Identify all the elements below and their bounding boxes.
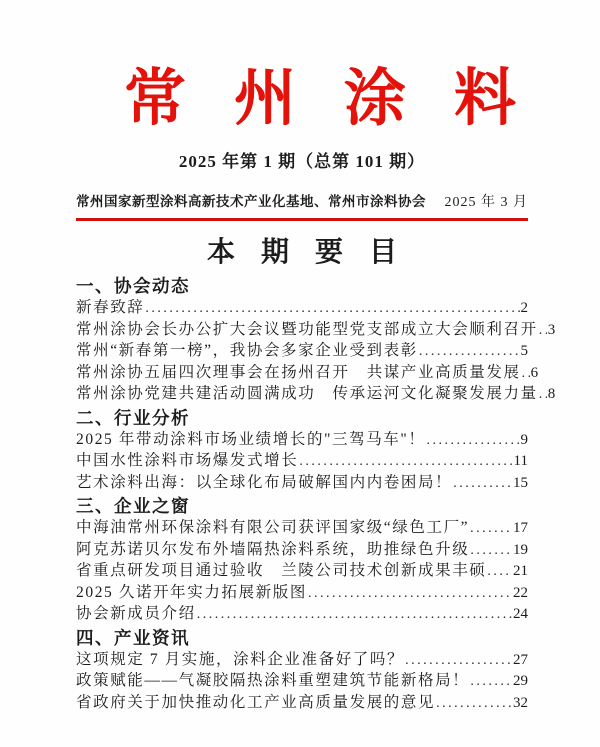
dot-leader [522, 363, 530, 385]
toc-entry [76, 693, 528, 715]
toc-section-heading: 四、产业资讯 [76, 627, 190, 648]
dot-leader [299, 451, 512, 473]
toc-section-heading: 一、协会动态 [76, 276, 190, 297]
dot-leader [539, 384, 547, 406]
toc-section-heading: 二、行业分析 [76, 407, 190, 428]
toc-entry-title: 中国水性涂料市场爆发式增长 [76, 452, 299, 470]
toc-entry-title: 常州涂协会长办公扩大会议暨功能型党支部成立大会顺利召开 [76, 320, 538, 338]
toc-entry-page: 6 [530, 364, 539, 381]
toc-entry-page: 27 [513, 651, 528, 668]
toc-entry [76, 298, 528, 320]
toc-entry-page: 19 [513, 541, 528, 558]
toc-entry [76, 540, 528, 562]
toc-entry-page: 11 [513, 453, 528, 470]
toc-entry [76, 650, 528, 672]
toc-entry-title: 政策赋能——气凝胶隔热涂料重塑建筑节能新格局！ [76, 672, 470, 690]
toc-entry [76, 473, 528, 495]
toc-entry [76, 583, 528, 605]
issue-date: 2025 年 3 月 [444, 195, 528, 211]
organization-name: 常州国家新型涂料高新技术产业化基地、常州市涂料协会 [76, 194, 426, 210]
publication-title: 常州涂料 [124, 65, 565, 133]
toc-entry-page: 32 [513, 694, 528, 711]
dot-leader [426, 430, 519, 452]
toc-entry-title: 2025 年带动涂料市场业绩增长的"三驾马车"！ [76, 430, 426, 448]
toc-entry [76, 561, 528, 583]
toc-entry [76, 604, 528, 626]
dot-leader [436, 693, 512, 715]
toc-entry [76, 671, 528, 693]
toc-entry-title: 协会新成员介绍 [76, 605, 196, 623]
toc-entry-page: 5 [520, 343, 528, 360]
org-header [76, 190, 528, 221]
toc-entry-title: 中海油常州环保涂料有限公司获评国家级“绿色工厂” [76, 519, 470, 537]
dot-leader [405, 650, 512, 672]
toc-entry [76, 451, 528, 473]
dot-leader [308, 583, 512, 605]
toc-entry-title: 常州涂协党建共建活动圆满成功 传承运河文化凝聚发展力量 [76, 385, 538, 403]
toc-entry-title: 常州“新春第一榜”，我协会多家企业受到表彰 [76, 342, 418, 360]
toc-entry-title: 2025 久诺开年实力拓展新版图 [76, 583, 307, 601]
toc-entry-page: 9 [520, 431, 528, 448]
toc-entry-title: 常州涂协五届四次理事会在扬州召开 共谋产业高质量发展 [76, 363, 521, 381]
toc-entry [76, 320, 556, 342]
dot-leader [197, 604, 512, 626]
dot-leader [419, 341, 520, 363]
toc-entry [76, 518, 528, 540]
toc-entry-page: 22 [513, 584, 528, 601]
toc-entry-page: 15 [513, 474, 528, 491]
toc-entry-title: 新春致辞 [76, 299, 145, 317]
toc-entry-page: 8 [547, 386, 556, 403]
toc-entry [76, 384, 556, 406]
toc-section-heading: 三、企业之窗 [76, 496, 190, 517]
dot-leader [470, 540, 512, 562]
toc-entry-page: 2 [520, 300, 528, 317]
toc-entry-title: 阿克苏诺贝尔发布外墙隔热涂料系统，助推绿色升级 [76, 540, 470, 558]
dot-leader [487, 561, 512, 583]
dot-leader [470, 671, 512, 693]
toc-entry [76, 341, 528, 363]
toc-entry-title: 艺术涂料出海：以全球化布局破解国内内卷困局！ [76, 473, 453, 491]
toc-entry-title: 省政府关于加快推动化工产业高质量发展的意见 [76, 693, 436, 711]
toc-heading: 本期要目 [206, 236, 423, 268]
toc-entry [76, 363, 539, 385]
toc-entry-page: 17 [513, 520, 528, 537]
toc-list [76, 275, 556, 714]
dot-leader [539, 320, 547, 342]
toc-entry-title: 省重点研发项目通过验收 兰陵公司技术创新成果丰硕 [76, 562, 487, 580]
toc-entry-page: 3 [547, 321, 556, 338]
dot-leader [453, 473, 512, 495]
issue-info: 2025 年第 1 期（总第 101 期） [178, 152, 426, 172]
toc-entry-page: 29 [513, 673, 528, 690]
dot-leader [470, 518, 512, 540]
dot-leader [145, 298, 519, 320]
toc-entry-page: 21 [513, 563, 528, 580]
toc-entry-title: 这项规定 7 月实施，涂料企业准备好了吗？ [76, 650, 405, 668]
toc-entry [76, 430, 528, 452]
toc-entry-page: 24 [513, 606, 528, 623]
